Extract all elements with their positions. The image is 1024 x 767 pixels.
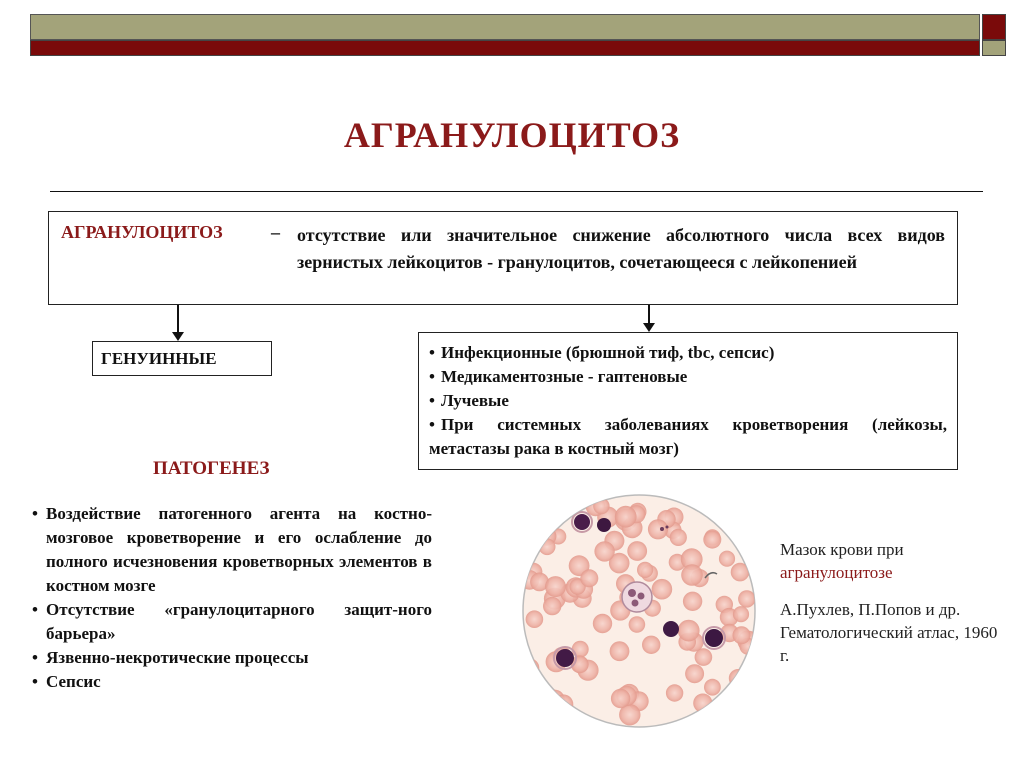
caption-line-1: Мазок крови при — [780, 540, 904, 559]
header-square-maroon — [982, 14, 1006, 40]
red-blood-cell — [580, 569, 598, 587]
red-blood-cell — [629, 616, 646, 633]
bullet-icon: • — [32, 600, 38, 619]
red-blood-cell — [554, 694, 574, 714]
pathogenesis-item: • Воздействие патогенного агента на костно-мозговое кроветворение и его ослабление до полного исчезновения кроветворных элементов в костном мозге — [32, 504, 432, 595]
caption-reference: А.Пухлев, П.Попов и др. Гематологический атлас, 1960 г. — [780, 600, 998, 665]
figure-caption — [780, 538, 1010, 667]
bullet-icon: • — [32, 672, 38, 691]
definition-text: отсутствие или значительное снижение абсолютного числа всех видов зернистых лейкоцитов - гранулоцитов, сочетающееся с лейкопенией — [297, 225, 945, 272]
red-blood-cell — [593, 614, 612, 633]
bullet-icon: • — [32, 504, 38, 523]
red-blood-cell — [685, 664, 704, 683]
red-blood-cell — [648, 519, 668, 539]
definition-term: АГРАНУЛОЦИТОЗ — [61, 222, 223, 242]
bullet-icon: • — [429, 415, 435, 434]
pathogenesis-item: • Сепсис — [32, 670, 432, 694]
cause-item: • Медикаментозные - гаптеновые — [429, 365, 947, 389]
red-blood-cell — [521, 659, 540, 678]
bullet-icon: • — [429, 367, 435, 386]
red-blood-cell — [670, 529, 687, 546]
bullet-icon: • — [429, 391, 435, 410]
red-blood-cell — [716, 701, 734, 719]
pathogenesis-item: • Язвенно-некротические процессы — [32, 646, 432, 670]
red-blood-cell — [594, 541, 614, 561]
red-blood-cell — [572, 641, 589, 658]
cause-item: • При системных заболеваниях кроветворения (лейкозы, метастазы рака в костный мозг) — [429, 415, 947, 458]
red-blood-cell — [537, 697, 554, 714]
bullet-icon: • — [32, 648, 38, 667]
red-blood-cell — [738, 590, 755, 607]
red-blood-cell — [610, 641, 630, 661]
red-blood-cell — [539, 538, 556, 555]
red-blood-cell — [538, 507, 555, 524]
definition-dash: – — [271, 222, 280, 242]
arrow-to-genuine — [177, 305, 179, 333]
red-blood-cell — [627, 541, 647, 561]
pathogenesis-item: • Отсутствие «гранулоцитарного защит-ного барьера» — [32, 600, 432, 643]
red-blood-cell — [637, 562, 653, 578]
red-blood-cell — [652, 579, 673, 600]
genuine-box — [92, 341, 272, 376]
page-title: АГРАНУЛОЦИТОЗ — [343, 115, 681, 155]
red-blood-cell — [615, 506, 637, 528]
blood-smear-image — [520, 492, 758, 730]
header-square-olive — [982, 40, 1006, 56]
red-blood-cell — [733, 606, 749, 622]
red-blood-cell — [528, 698, 550, 720]
pathogenesis-list — [32, 502, 432, 694]
genuine-label: ГЕНУИННЫЕ — [101, 349, 217, 368]
caption-line-2: агранулоцитозе — [780, 563, 893, 582]
title-divider — [50, 191, 983, 192]
cause-item: • Лучевые — [429, 389, 947, 413]
red-blood-cell — [704, 679, 721, 696]
red-blood-cell — [683, 592, 702, 611]
causes-box — [418, 332, 958, 470]
cause-item: • Инфекционные (брюшной тиф, tbc, сепсис) — [429, 341, 947, 365]
bullet-icon: • — [429, 343, 435, 362]
red-blood-cell — [733, 626, 751, 644]
arrow-to-causes — [648, 305, 650, 324]
header-bar-maroon — [30, 40, 980, 56]
red-blood-cell — [678, 620, 700, 642]
red-blood-cell — [526, 610, 544, 628]
red-blood-cell — [642, 636, 660, 654]
red-blood-cell — [695, 648, 713, 666]
red-blood-cell — [593, 498, 609, 514]
red-blood-cell — [543, 597, 561, 615]
red-blood-cell — [545, 576, 566, 597]
red-blood-cell — [666, 684, 683, 701]
red-blood-cell — [719, 514, 737, 532]
definition-box — [48, 211, 958, 305]
header-bar-olive — [30, 14, 980, 40]
red-blood-cell — [611, 689, 630, 708]
red-blood-cell — [719, 551, 735, 567]
red-blood-cell — [537, 495, 556, 514]
pathogenesis-title: ПАТОГЕНЕЗ — [153, 458, 270, 479]
red-blood-cell — [732, 695, 753, 716]
red-blood-cell — [545, 690, 565, 710]
red-blood-cell — [693, 694, 712, 713]
red-blood-cell — [703, 531, 721, 549]
red-blood-cell — [681, 564, 703, 586]
